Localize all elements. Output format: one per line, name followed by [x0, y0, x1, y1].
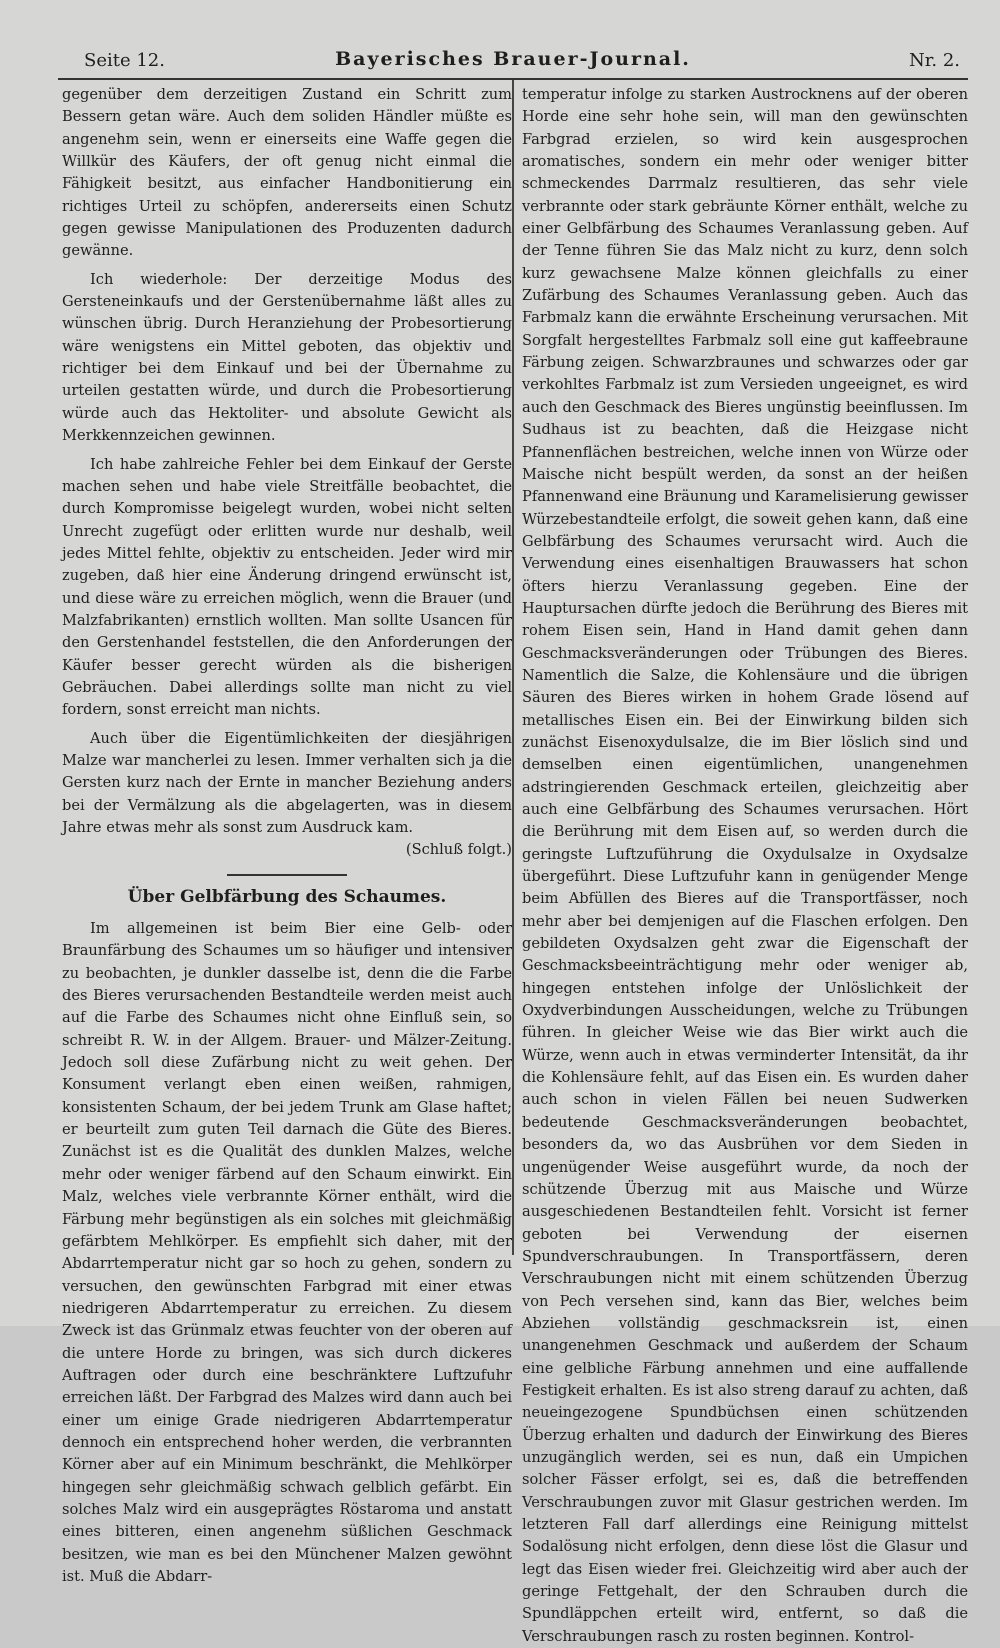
- paragraph: Auch über die Eigentümlichkeiten der diesjährigen Malze war mancherlei zu lesen. Immer verhalten sich ja die Gersten kurz nach der Ernte in mancher Beziehung anders bei der Vermälzung als die abgelagerten, was in diesem Jahre etwas mehr als sonst zum Ausdruck kam.: [62, 729, 512, 836]
- column-divider: [512, 80, 514, 1255]
- page-number: Seite 12.: [84, 50, 165, 71]
- paragraph: Ich wiederhole: Der derzeitige Modus des Gersteneinkaufs und der Gerstenübernahme läßt alles zu wünschen übrig. Durch Heranziehung der Probesortierung wäre wenigstens ein Mittel geboten, das objektiv und richtiger bei dem Einkauf und bei der Übernahme zu urteilen gestatten würde, und durch die Probesortierung würde auch das Hektoliter- und absolute Gewicht als Merkkennzeichen gewinnen.: [62, 270, 512, 445]
- issue-number: Nr. 2.: [909, 50, 960, 71]
- paragraph: Ich habe zahlreiche Fehler bei dem Einkauf der Gerste machen sehen und habe viele Streitfälle beobachtet, die durch Kompromisse beigelegt wurden, wobei nicht selten Unrecht zugefügt oder erlitten wurde nur deshalb, weil jedes Mittel fehlte, objektiv zu entscheiden. Jeder wird mir zugeben, daß hier eine Änderung dringend erwünscht ist, und diese wäre zu erreichen möglich, wenn die Brauer (und Malzfabrikanten) ernstlich wollten. Man sollte Usancen für den Gerstenhandel feststellen, die den Anforderungen der Käufer besser gerecht würden als die bisherigen Gebräuchen. Dabei allerdings sollte man nicht zu viel fordern, sonst erreicht man nichts.: [62, 455, 512, 719]
- right-column: [522, 84, 968, 1648]
- section-separator: [227, 874, 347, 876]
- paragraph: Im allgemeinen ist beim Bier eine Gelb- oder Braunfärbung des Schaumes um so häufiger und intensiver zu beobachten, je dunkler dasselbe ist, denn die die Farbe des Bieres verursachenden Bestandteile werden meist auch auf die Farbe des Schaumes nicht ohne Einfluß sein, so schreibt R. W. in der Allgem. Brauer- und Mälzer-Zeitung. Jedoch soll diese Zufärbung nicht zu weit gehen. Der Konsument verlangt eben einen weißen, rahmigen, konsistenten Schaum, der bei jedem Trunk am Glase haftet; er beurteilt zum guten Teil darnach die Güte des Bieres. Zunächst ist es die Qualität des dunklen Malzes, welche mehr oder weniger färbend auf den Schaum einwirkt. Ein Malz, welches viele verbrannte Körner enthält, wird die Färbung mehr begünstigen als ein solches mit gleichmäßig gefärbtem Mehlkörper. Es empfiehlt sich daher, mit der Abdarrtemperatur nicht gar so hoch zu gehen, sondern zu versuchen, den gewünschten Farbgrad mit einer etwas niedrigeren Abdarrtemperatur zu erreichen. Zu diesem Zweck ist das Grünmalz etwas feuchter von der oberen auf die untere Horde zu bringen, was sich durch dickeres Auftragen oder durch eine beschränktere Luftzufuhr erreichen läßt. Der Farbgrad des Malzes wird dann auch bei einer um einige Grade niedrigeren Abdarrtemperatur dennoch ein entsprechend hoher werden, die verbrannten Körner aber auf ein Minimum beschränkt, die Mehlkörper hingegen sehr gleichmäßig schwach gelblich gefärbt. Ein solches Malz wird ein ausgeprägtes Röstaroma und anstatt eines bitteren, einen angenehm süßlichen Geschmack besitzen, wie man es bei den Münchener Malzen gewöhnt ist. Muß die Abdarr-: [62, 920, 512, 1585]
- page-header: [58, 46, 968, 78]
- paragraph: gegenüber dem derzeitigen Zustand ein Schritt zum Bessern getan wäre. Auch dem soliden Händler müßte es angenehm sein, wenn er einerseits eine Waffe gegen die Willkür des Käufers, der oft genug nicht einmal die Fähigkeit besitzt, aus einfacher Handbonitierung ein richtiges Urteil zu schöpfen, andererseits einen Schutz gegen gewisse Manipulationen des Produzenten dadurch gewänne.: [62, 86, 512, 260]
- journal-title: Bayerisches Brauer-Journal.: [335, 48, 691, 70]
- article-heading: Über Gelbfärbung des Schaumes.: [127, 886, 447, 907]
- left-column: [62, 84, 512, 1588]
- continuation-note: (Schluß folgt.): [405, 841, 512, 859]
- paragraph: temperatur infolge zu starken Austrocknens auf der oberen Horde eine sehr hohe sein, will man den gewünschten Farbgrad erzielen, so wird kein ausgesprochen aromatisches, sondern ein mehr oder weniger bitter schmeckendes Darrmalz resultieren, das sehr viele verbrannte oder stark gebräunte Körner enthält, welche zu einer Gelbfärbung des Schaumes Veranlassung geben. Auf der Tenne führen Sie das Malz nicht zu kurz, denn solch kurz gewachsene Malze können gleichfalls zu einer Zufärbung des Schaumes Veranlassung geben. Auch das Farbmalz kann die erwähnte Erscheinung verursachen. Mit Sorgfalt hergestelltes Farbmalz soll eine gut kaffeebraune Färbung zeigen. Schwarzbraunes und schwarzes oder gar verkohltes Farbmalz ist zum Versieden ungeeignet, es wird auch den Geschmack des Bieres ungünstig beeinflussen. Im Sudhaus ist zu beachten, daß die Heizgase nicht Pfannenflächen bestreichen, welche innen von Würze oder Maische nicht bespült werden, da sonst an der heißen Pfannenwand eine Bräunung und Karamelisierung gewisser Würzebestandteile erfolgt, die soweit gehen kann, daß eine Gelbfärbung des Schaumes verursacht wird. Auch die Verwendung eines eisenhaltigen Brauwassers hat schon öfters hierzu Veranlassung gegeben. Eine der Hauptursachen dürfte jedoch die Berührung des Bieres mit rohem Eisen sein, Hand in Hand damit gehen dann Geschmacksveränderungen oder Trübungen des Bieres. Namentlich die Salze, die Kohlensäure und die übrigen Säuren des Bieres wirken in hohem Grade lösend auf metallisches Eisen ein. Bei der Einwirkung bilden sich zunächst Eisenoxydulsalze, die im Bier löslich sind und demselben einen eigentümlichen, unangenehmen adstringierenden Geschmack erteilen, gleichzeitig aber auch eine Gelbfärbung des Schaumes verursachen. Hört die Berührung mit dem Eisen auf, so werden durch die geringste Luftzuführung die Oxydulsalze in Oxydsalze übergeführt. Diese Luftzufuhr kann in genügender Menge beim Abfüllen des Bieres auf die Transportfässer, noch mehr aber bei demjenigen auf die Flaschen erfolgen. Den gebildeten Oxydsalzen geht zwar die Eigenschaft der Geschmacksbeeinträchtigung mehr oder weniger ab, hingegen entstehen infolge der Unlöslichkeit der Oxydverbindungen Ausscheidungen, welche zu Trübungen führen. In gleicher Weise wie das Bier wirkt auch die Würze, wenn auch in etwas verminderter Intensität, da ihr die Kohlensäure fehlt, auf das Eisen ein. Es wurden daher auch schon in vielen Fällen bei neuen Sudwerken bedeutende Geschmacksveränderungen beobachtet, besonders da, wo das Ausbrühen vor dem Sieden in ungenügender Weise ausgeführt wurde, da noch der schützende Überzug mit aus Maische und Würze ausgeschiedenen Bestandteilen fehlt. Vorsicht ist ferner geboten bei Verwendung der eisernen Spundverschraubungen. In Transportfässern, deren Verschraubungen nicht mit einem schützenden Überzug von Pech versehen sind, kann das Bier, welches beim Abziehen vollständig geschmacksrein ist, einen unangenehmen Geschmack und außerdem der Schaum eine gelbliche Färbung annehmen und eine auffallende Festigkeit erhalten. Es ist also streng darauf zu achten, daß neueingezogene Spundbüchsen einen schützenden Überzug erhalten und dadurch der Einwirkung des Bieres unzugänglich werden, sei es nun, daß ein Umpichen solcher Fässer erfolgt, sei es, daß die betreffenden Verschraubungen zuvor mit Glasur gestrichen werden. Im letzteren Fall darf allerdings eine Reinigung mittelst Sodalösung nicht erfolgen, denn diese löst die Glasur und legt das Eisen wieder frei. Gleichzeitig wird aber auch der geringe Fettgehalt, der den Schrauben durch die Spundläppchen erteilt wird, entfernt, so daß die Verschraubungen rasch zu rosten beginnen. Kontrol-: [522, 86, 968, 1645]
